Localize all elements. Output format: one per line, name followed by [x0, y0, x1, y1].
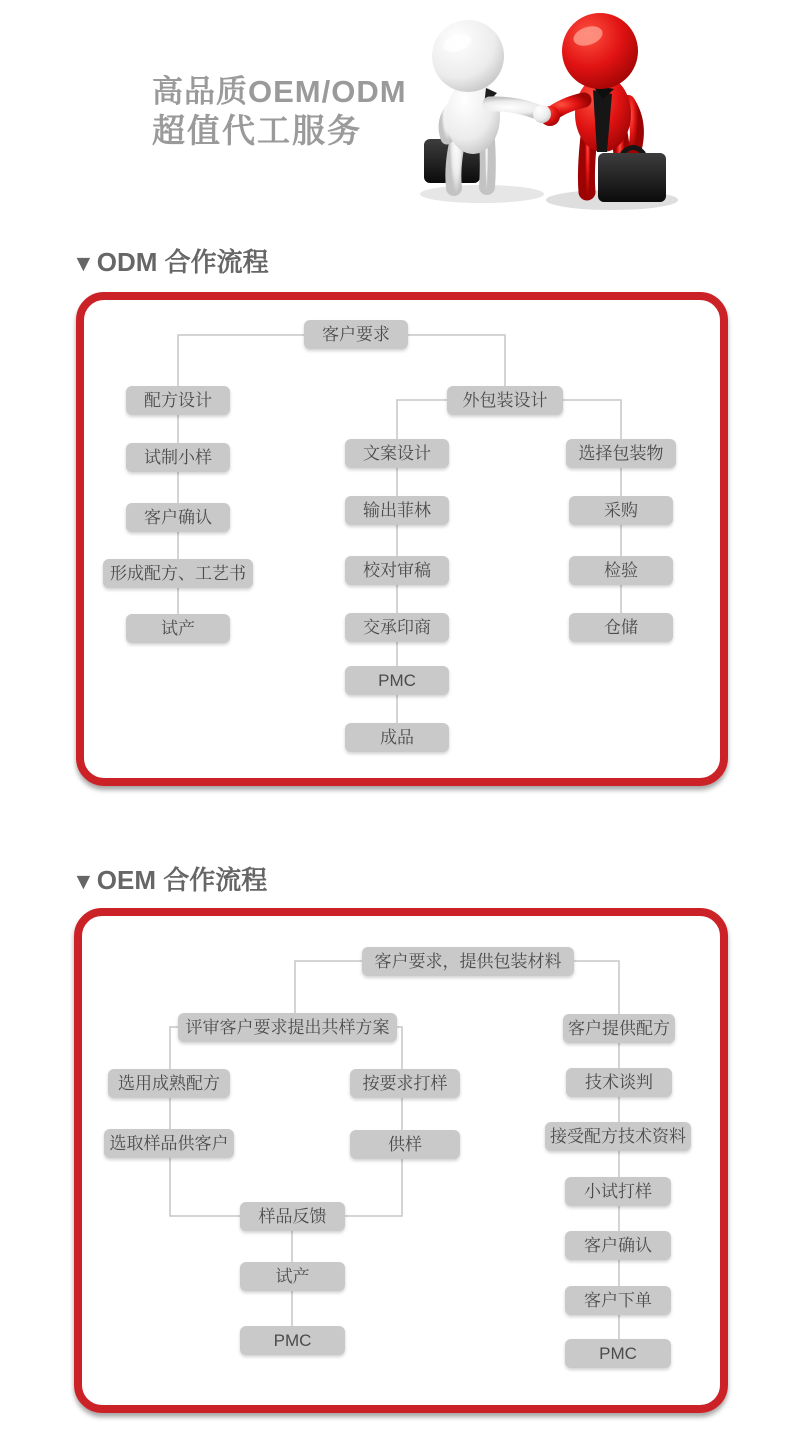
flow-node-pmc-right: PMC — [565, 1339, 671, 1368]
flow-node-accept-formula-docs: 接受配方技术资料 — [545, 1122, 691, 1151]
flow-node-trial-production: 试产 — [240, 1262, 345, 1291]
oem-chart-frame — [74, 908, 728, 1413]
flow-node-select-packaging: 选择包装物 — [566, 439, 676, 468]
flow-node-review-proposal: 评审客户要求提出共样方案 — [178, 1013, 397, 1042]
flow-node-customer-order: 客户下单 — [565, 1286, 671, 1315]
flow-node-form-formula-process: 形成配方、工艺书 — [103, 559, 253, 588]
flow-node-copy-design: 文案设计 — [345, 439, 449, 468]
flow-node-customer-request-materials: 客户要求，提供包装材料 — [362, 947, 574, 976]
odm-heading-text: ODM 合作流程 — [96, 247, 269, 277]
flow-node-purchase: 采购 — [569, 496, 673, 525]
flow-node-customer-confirm: 客户确认 — [126, 503, 230, 532]
flow-node-customer-request: 客户要求 — [304, 320, 408, 349]
flow-node-inspection: 检验 — [569, 556, 673, 585]
flow-node-formula-design: 配方设计 — [126, 386, 230, 415]
flow-node-packaging-design: 外包装设计 — [447, 386, 563, 415]
odm-chart-frame — [76, 292, 728, 786]
banner-title-line1: 高品质OEM/ODM — [152, 74, 407, 109]
flow-node-finished-product: 成品 — [345, 723, 449, 752]
flow-node-customer-formula: 客户提供配方 — [563, 1014, 675, 1043]
flow-node-mature-formula: 选用成熟配方 — [108, 1069, 230, 1098]
flow-node-warehousing: 仓储 — [569, 613, 673, 642]
flow-node-customer-confirm: 客户确认 — [565, 1231, 671, 1260]
flow-node-select-samples-for-customer: 选取样品供客户 — [104, 1129, 234, 1158]
flow-node-sample-per-request: 按要求打样 — [350, 1069, 460, 1098]
flow-node-supply-sample: 供样 — [350, 1130, 460, 1159]
flow-node-tech-negotiation: 技术谈判 — [566, 1068, 672, 1097]
flow-node-pmc-left: PMC — [240, 1326, 345, 1355]
banner-title-line2: 超值代工服务 — [152, 112, 362, 149]
triangle-marker-icon: ▼ — [72, 868, 95, 894]
flow-node-deliver-printer: 交承印商 — [345, 613, 449, 642]
flow-node-sample-feedback: 样品反馈 — [240, 1202, 345, 1231]
triangle-marker-icon: ▼ — [72, 250, 95, 276]
flow-node-trial-production: 试产 — [126, 614, 230, 643]
oem-heading-text: OEM 合作流程 — [96, 865, 268, 895]
flow-node-trial-sample: 试制小样 — [126, 443, 230, 472]
flow-node-output-film: 输出菲林 — [345, 496, 449, 525]
flow-node-small-trial-sample: 小试打样 — [565, 1177, 671, 1206]
flow-node-proofread-review: 校对审稿 — [345, 556, 449, 585]
flow-node-pmc: PMC — [345, 666, 449, 695]
